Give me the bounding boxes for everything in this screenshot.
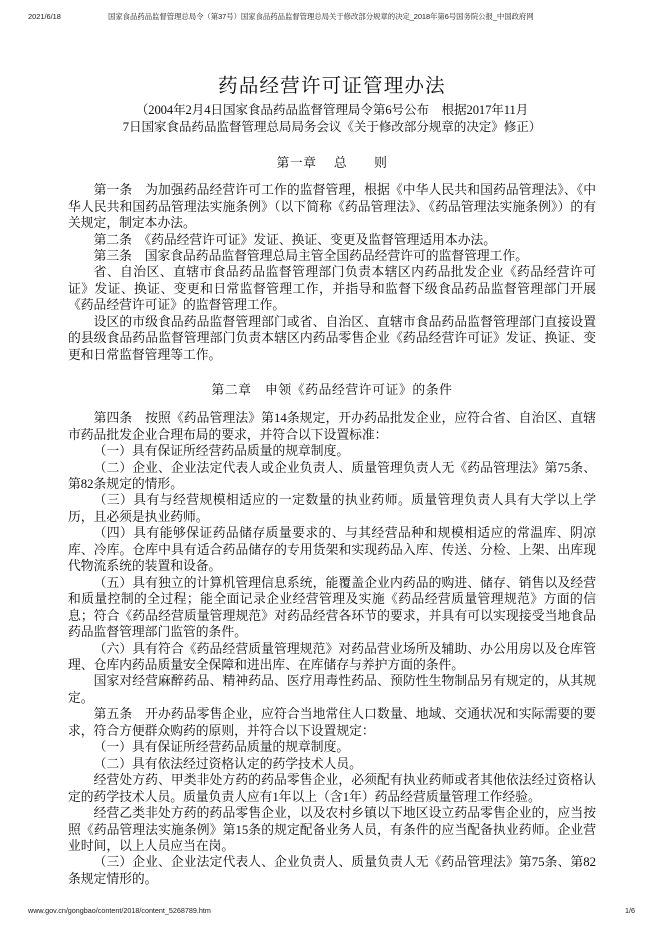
document-subtitle-line-2: 7日国家食品药品监督管理总局局务会议《关于修改部分规章的决定》修正） <box>122 119 542 134</box>
paragraph: （六）具有符合《药品经营质量管理规范》对药品营业场所及辅助、办公用房以及仓库管理、仓库内药品质量安全保障和进出库、在库储存与养护方面的条件。 <box>68 641 596 672</box>
print-footer-url: www.gov.cn/gongbao/content/2018/content_5268789.htm <box>28 906 211 915</box>
paragraph: 第三条 国家食品药品监督管理总局主管全国药品经营许可的监督管理工作。 <box>93 249 529 263</box>
paragraph: 第二条 《药品经营许可证》发证、换证、变更及监督管理适用本办法。 <box>93 232 497 247</box>
paragraph: （三）具有与经营规模相适应的一定数量的执业药师。质量管理负责人具有大学以上学历，且必须是执业药师。 <box>68 493 596 524</box>
print-header-title: 国家食品药品监督管理总局令（第37号）国家食品药品监督管理总局关于修改部分规章的决定_2018年第6号国务院公报_中国政府网 <box>108 11 534 21</box>
paragraph: （五）具有独立的计算机管理信息系统，能覆盖企业内药品的购进、储存、销售以及经营和质量控制的全过程；能全面记录企业经营管理及实施《药品经营质量管理规范》方面的信息；符合《药品经营质量管理规范》对药品经营各环节的要求，并具有可以实现接受当地食品药品监督管理部门监管的条件。 <box>68 575 596 640</box>
paragraph: 经营乙类非处方药的药品零售企业，以及农村乡镇以下地区设立药品零售企业的，应当按照《药品管理法实施条例》第15条的规定配备业务人员，有条件的应当配备执业药师。企业营业时间，以上人员应当在岗。 <box>68 806 596 853</box>
paragraph: 国家对经营麻醉药品、精神药品、医疗用毒性药品、预防性生物制品另有规定的，从其规定。 <box>68 674 596 705</box>
paragraph: （二）具有依法经过资格认定的药学技术人员。 <box>93 756 362 771</box>
chapter-2-heading: 第二章 申领《药品经营许可证》的条件 <box>211 383 453 398</box>
paragraph: 第四条 按照《药品管理法》第14条规定，开办药品批发企业，应符合省、自治区、直辖市药品批发企业合理布局的要求，并符合以下设置标准： <box>68 411 596 442</box>
document-title: 药品经营许可证管理办法 <box>218 76 446 97</box>
paragraph: 省、自治区、直辖市食品药品监督管理部门负责本辖区内药品批发企业《药品经营许可证》发证、换证、变更和日常监督管理工作，并指导和监督下级食品药品监督管理部门开展《药品经营许可证》的监督管理工作。 <box>68 265 596 313</box>
document-subtitle <box>68 102 596 135</box>
paragraph: 第一条 为加强药品经营许可工作的监督管理，根据《中华人民共和国药品管理法》、《中华人民共和国药品管理法实施条例》（以下简称《药品管理法》、《药品管理法实施条例》）的有关规定，制定本办法。 <box>68 183 596 231</box>
print-footer-page-indicator: 1/6 <box>625 906 635 915</box>
paragraph: （一）具有保证所经营药品质量的规章制度。 <box>93 740 350 755</box>
paragraph: （三）企业、企业法定代表人、企业负责人、质量负责人无《药品管理法》第75条、第82条规定情形的。 <box>68 855 596 886</box>
paragraph: 第五条 开办药品零售企业，应符合当地常住人口数量、地域、交通状况和实际需要的要求，符合方便群众购药的原则，并符合以下设置规定： <box>68 707 596 738</box>
paragraph: 设区的市级食品药品监督管理部门或省、自治区、直辖市食品药品监督管理部门直接设置的县级食品药品监督管理部门负责本辖区内药品零售企业《药品经营许可证》发证、换证、变更和日常监督管理等工作。 <box>68 314 596 362</box>
paragraph: （一）具有保证所经营药品质量的规章制度。 <box>93 444 350 459</box>
print-footer <box>0 906 663 918</box>
print-header-date: 2021/6/18 <box>28 11 61 21</box>
document-subtitle-line-1: （2004年2月4日国家食品药品监督管理局令第6号公布 根据2017年11月 <box>135 103 529 117</box>
document-content <box>68 74 596 887</box>
paragraph: 经营处方药、甲类非处方药的药品零售企业，必须配有执业药师或者其他依法经过资格认定的药学技术人员。质量负责人应有1年以上（含1年）药品经营质量管理工作经验。 <box>68 773 596 804</box>
chapter-1-heading: 第一章 总 则 <box>276 156 388 171</box>
print-header <box>0 9 663 23</box>
paragraph: （四）具有能够保证药品储存质量要求的、与其经营品种和规模相适应的常温库、阴凉库、冷库。仓库中具有适合药品储存的专用货架和实现药品入库、传送、分检、上架、出库现代物流系统的装置和设备。 <box>68 526 596 574</box>
paragraph: （二）企业、企业法定代表人或企业负责人、质量管理负责人无《药品管理法》第75条、第82条规定的情形。 <box>68 460 596 491</box>
